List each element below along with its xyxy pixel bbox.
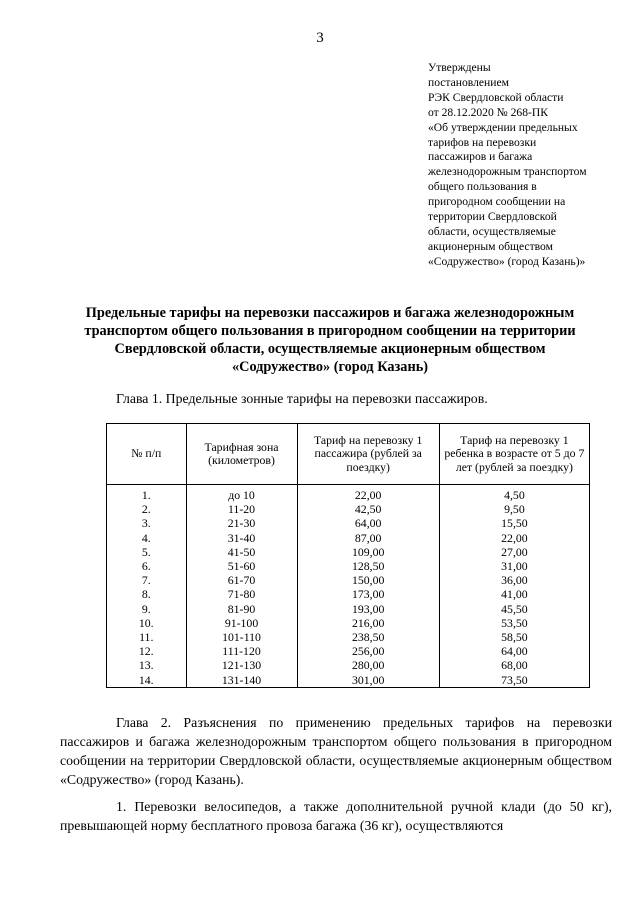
header-zone: Тарифная зона (километров) [186,424,297,485]
cell-child-fare: 36,00 [439,573,589,587]
cell-number: 2. [107,502,187,516]
cell-child-fare: 45,50 [439,602,589,616]
approval-block [428,61,628,270]
cell-number: 5. [107,545,187,559]
cell-zone: 41-50 [186,545,297,559]
header-number: № п/п [107,424,187,485]
cell-number: 11. [107,630,187,644]
approval-line: РЭК Свердловской области [428,90,564,104]
approval-line: постановлением [428,75,509,89]
cell-adult-fare: 238,50 [297,630,439,644]
cell-zone: 61-70 [186,573,297,587]
table-row [107,630,590,644]
approval-line: пригородном сообщении на [428,195,566,209]
cell-child-fare: 73,50 [439,673,589,688]
cell-number: 10. [107,616,187,630]
cell-adult-fare: 150,00 [297,573,439,587]
table-row [107,531,590,545]
cell-zone: 131-140 [186,673,297,688]
approval-line: акционерным обществом [428,239,553,253]
cell-zone: 101-110 [186,630,297,644]
approval-line: Утверждены [428,61,491,74]
title-line: Свердловской области, осуществляемые акционерным обществом [114,341,546,357]
table-row [107,658,590,672]
chapter-2-text: Глава 2. Разъяснения по применению предельных тарифов на перевозки пассажиров и багажа железнодорожным транспортом общего пользования в пригородном сообщении на территории Свердловской области, осуществляемые акционерным обществом «Содружество» (город Казань). [60,715,612,787]
cell-adult-fare: 128,50 [297,559,439,573]
cell-child-fare: 64,00 [439,644,589,658]
cell-zone: 31-40 [186,531,297,545]
table-row [107,644,590,658]
table-row [107,516,590,530]
cell-child-fare: 15,50 [439,516,589,530]
table-row [107,502,590,516]
cell-adult-fare: 280,00 [297,658,439,672]
approval-line: «Содружество» (город Казань)» [428,254,586,268]
cell-number: 8. [107,587,187,601]
cell-child-fare: 4,50 [439,485,589,503]
approval-line: пассажиров и багажа [428,150,533,164]
cell-zone: 51-60 [186,559,297,573]
cell-adult-fare: 301,00 [297,673,439,688]
cell-zone: до 10 [186,485,297,503]
cell-child-fare: 53,50 [439,616,589,630]
cell-adult-fare: 173,00 [297,587,439,601]
cell-child-fare: 58,50 [439,630,589,644]
table-header-row [107,424,590,485]
cell-adult-fare: 109,00 [297,545,439,559]
cell-adult-fare: 216,00 [297,616,439,630]
cell-zone: 11-20 [186,502,297,516]
header-child-fare: Тариф на перевозку 1 ребенка в возрасте от 5 до 7 лет (рублей за поездку) [439,424,589,485]
cell-number: 3. [107,516,187,530]
approval-line: области, осуществляемые [428,224,556,238]
paragraph-1: 1. Перевозки велосипедов, а также дополнительной ручной клади (до 50 кг), превышающей норму бесплатного провоза багажа (36 кг), осуществляются [60,799,612,833]
cell-zone: 111-120 [186,644,297,658]
cell-adult-fare: 193,00 [297,602,439,616]
cell-number: 4. [107,531,187,545]
approval-line: железнодорожным транспортом [428,165,587,179]
table-row [107,602,590,616]
cell-child-fare: 22,00 [439,531,589,545]
cell-child-fare: 31,00 [439,559,589,573]
cell-child-fare: 68,00 [439,658,589,672]
cell-number: 7. [107,573,187,587]
header-adult-fare: Тариф на перевозку 1 пассажира (рублей за поездку) [297,424,439,485]
cell-adult-fare: 64,00 [297,516,439,530]
cell-zone: 81-90 [186,602,297,616]
cell-adult-fare: 42,50 [297,502,439,516]
cell-number: 1. [107,485,187,503]
cell-number: 14. [107,673,187,688]
cell-child-fare: 41,00 [439,587,589,601]
table-row [107,573,590,587]
cell-zone: 91-100 [186,616,297,630]
cell-number: 13. [107,658,187,672]
table-row [107,616,590,630]
approval-line: территории Свердловской [428,210,557,224]
chapter-1-heading: Глава 1. Предельные зонные тарифы на перевозки пассажиров. [116,391,488,406]
approval-line: тарифов на перевозки [428,135,537,149]
title-line: Предельные тарифы на перевозки пассажиров и багажа железнодорожным [85,305,575,321]
cell-adult-fare: 256,00 [297,644,439,658]
cell-zone: 21-30 [186,516,297,530]
cell-zone: 121-130 [186,658,297,672]
title-line: транспортом общего пользования в пригородном сообщении на территории [84,323,576,339]
table-row [107,559,590,573]
document-title [60,304,600,376]
cell-child-fare: 27,00 [439,545,589,559]
cell-number: 6. [107,559,187,573]
approval-line: от 28.12.2020 № 268-ПК [428,105,548,119]
tariff-table [106,423,590,688]
cell-number: 9. [107,602,187,616]
cell-adult-fare: 22,00 [297,485,439,503]
cell-adult-fare: 87,00 [297,531,439,545]
approval-line: «Об утверждении предельных [428,120,578,134]
page-number: 3 [316,30,324,46]
cell-number: 12. [107,644,187,658]
table-row [107,485,590,503]
approval-line: общего пользования в [428,180,537,194]
title-line: «Содружество» (город Казань) [231,359,429,375]
table-row [107,545,590,559]
cell-child-fare: 9,50 [439,502,589,516]
cell-zone: 71-80 [186,587,297,601]
table-row [107,673,590,688]
table-row [107,587,590,601]
